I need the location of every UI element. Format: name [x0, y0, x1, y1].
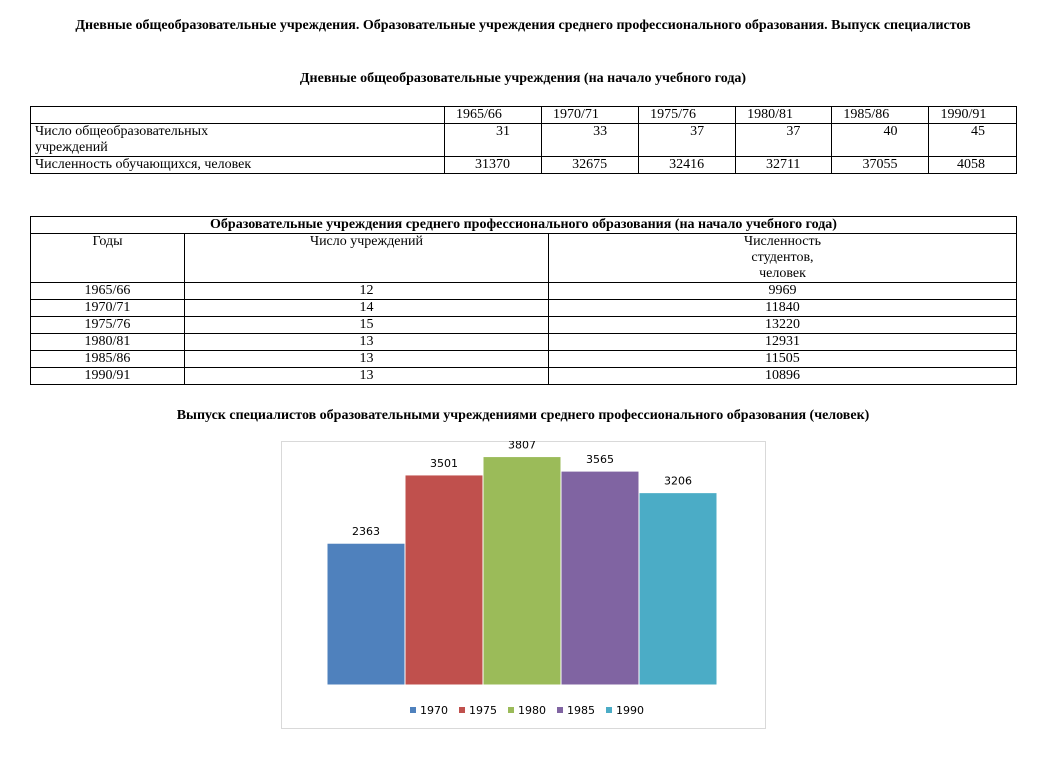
table-cell: 12 — [185, 283, 549, 300]
table-row — [31, 317, 1017, 334]
table-header: Число учреждений — [185, 234, 549, 283]
table-cell: 1980/81 — [31, 334, 185, 351]
table-header: Годы — [31, 234, 185, 283]
table-cell: 1965/66 — [31, 283, 185, 300]
table-row — [31, 283, 1017, 300]
table-header: 1980/81 — [736, 107, 832, 124]
legend-label-1990: 1990 — [616, 704, 644, 717]
table-cell: 37055 — [832, 157, 929, 174]
legend-swatch-1980 — [508, 707, 514, 713]
graduates-bar-chart — [281, 441, 766, 729]
table-cell: 32416 — [639, 157, 736, 174]
table-cell — [31, 107, 445, 124]
table-cell: 14 — [185, 300, 549, 317]
table-cell: 32675 — [542, 157, 639, 174]
table-cell: 32711 — [736, 157, 832, 174]
table-header: 1990/91 — [929, 107, 1017, 124]
table-header: 1965/66 — [445, 107, 542, 124]
table1-title: Дневные общеобразовательные учреждения (на начало учебного года) — [299, 71, 747, 86]
table-cell: 13 — [185, 351, 549, 368]
legend-swatch-1985 — [557, 707, 563, 713]
legend-label-1975: 1975 — [469, 704, 497, 717]
table-row — [31, 107, 1017, 124]
table-cell: 10896 — [549, 368, 1017, 385]
table-cell: 4058 — [929, 157, 1017, 174]
data-label-1970: 2363 — [352, 525, 380, 539]
table-cell: 11840 — [549, 300, 1017, 317]
bar-1970 — [327, 543, 405, 685]
table-cell: 1970/71 — [31, 300, 185, 317]
table-header: 1970/71 — [542, 107, 639, 124]
legend-label-1985: 1985 — [567, 704, 595, 717]
data-label-1985: 3565 — [586, 453, 614, 467]
table-row — [31, 300, 1017, 317]
chart-title: Выпуск специалистов образовательными учреждениями среднего профессионального образования (человек) — [176, 408, 870, 423]
table-row — [31, 334, 1017, 351]
table-cell: 1985/86 — [31, 351, 185, 368]
data-label-1975: 3501 — [430, 456, 458, 470]
table-cell: 31 — [445, 124, 542, 157]
table-cell: 45 — [929, 124, 1017, 157]
table-cell: 12931 — [549, 334, 1017, 351]
bar-1990 — [639, 493, 717, 685]
table-cell: 37 — [736, 124, 832, 157]
table-row — [31, 351, 1017, 368]
legend-swatch-1990 — [606, 707, 612, 713]
table-cell: 15 — [185, 317, 549, 334]
table-cell: 31370 — [445, 157, 542, 174]
row-label: Численность обучающихся, человек — [31, 157, 445, 174]
table2-caption: Образовательные учреждения среднего профессионального образования (на начало учебного года) — [31, 217, 1017, 234]
table-cell: 1975/76 — [31, 317, 185, 334]
table-cell: 11505 — [549, 351, 1017, 368]
legend-label-1980: 1980 — [518, 704, 546, 717]
table-cell: 40 — [832, 124, 929, 157]
table-cell: 33 — [542, 124, 639, 157]
legend-label-1970: 1970 — [420, 704, 448, 717]
row-label: Число общеобразовательных учреждений — [31, 124, 445, 157]
data-label-1990: 3206 — [664, 474, 692, 488]
table-row — [31, 234, 1017, 283]
table-row — [31, 368, 1017, 385]
table-cell: 9969 — [549, 283, 1017, 300]
table-header: Численность студентов, человек — [549, 234, 1017, 283]
table-cell: 13220 — [549, 317, 1017, 334]
table-header: 1975/76 — [639, 107, 736, 124]
data-label-1980: 3807 — [508, 441, 536, 452]
general-schools-table — [30, 106, 1017, 174]
vocational-schools-table — [30, 216, 1017, 385]
table-row — [31, 217, 1017, 234]
table-cell: 37 — [639, 124, 736, 157]
table-row — [31, 124, 1017, 157]
table-header: 1985/86 — [832, 107, 929, 124]
bar-1975 — [405, 475, 483, 685]
bar-1980 — [483, 457, 561, 685]
main-title: Дневные общеобразовательные учреждения. Образовательные учреждения среднего профессионального образования. Выпуск специалистов — [75, 18, 971, 33]
table-cell: 13 — [185, 368, 549, 385]
bar-1985 — [561, 471, 639, 685]
table-cell: 1990/91 — [31, 368, 185, 385]
table-row — [31, 157, 1017, 174]
table-cell: 13 — [185, 334, 549, 351]
legend-swatch-1970 — [410, 707, 416, 713]
legend-swatch-1975 — [459, 707, 465, 713]
